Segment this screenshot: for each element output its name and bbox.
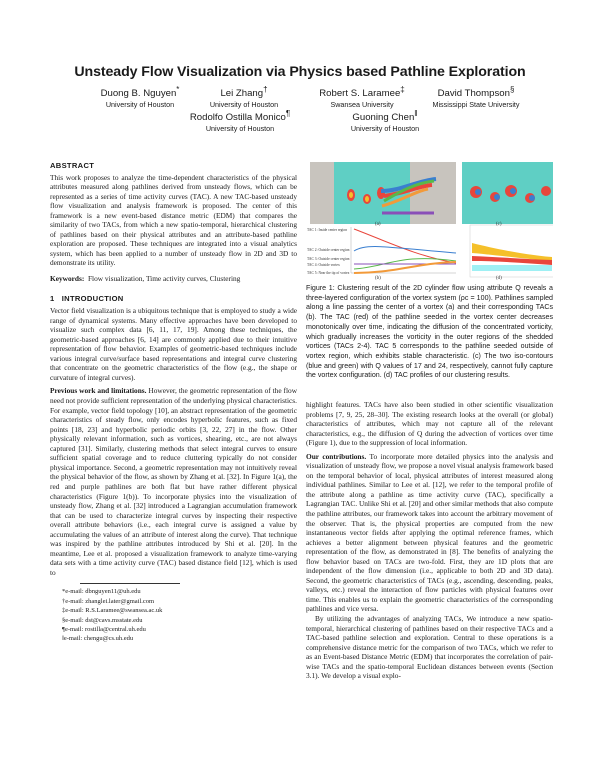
section-title: INTRODUCTION [61,293,124,303]
figure-1b-chart [351,227,456,273]
author-name: Guoning Chen [352,112,415,124]
tac-label: TAC 4: Outside vortex [307,263,340,267]
subfigure-label-a: (a) [375,222,381,227]
intro-paragraph-1: Vector field visualization is a ubiquitous technique that is employed to study a wide range of dynamical systems. Many effective approaches have been developed to visualize such complex data [6, 11, 17, 19]. Among these techniques, the geometric-based approaches [6, 14] are commonly applied due to their intuitive representation of flow behavior. Examples of geometric-based techniques include various integral curve/surface based representations and integral curve clustering that concentrate on the geometric characteristics of the flow (e.g., the shape or curvature of integral curves). [50,306,297,382]
figure-1a-image [310,162,456,224]
author-name: Rodolfo Ostilla Monico [189,112,286,124]
footnote: §e-mail: dst@cavs.msstate.edu [62,616,143,624]
author-mark: † [263,85,268,94]
intro-paragraph-2 [50,386,297,577]
paper-title: Unsteady Flow Visualization via Physics based Pathline Exploration [74,64,526,80]
run-in-heading: Previous work and limitations. [50,386,147,396]
footnote: †e-mail: zhanglei.later@gmail.com [62,597,155,605]
footnotes [62,587,297,643]
run-in-heading: Our contributions. [306,451,367,461]
tac-2-line [354,247,456,253]
footnote: *e-mail: dbnguyen11@uh.edu [62,588,141,596]
footnote: ‖e-mail: chengu@cs.uh.edu [62,635,134,643]
footnote: ¶e-mail: rostilla@central.uh.edu [62,626,146,634]
figure-1d-chart [470,225,553,277]
paragraph-text: However, the geometric representation of the flow need not provide sufficient representation of the underlying physical characteristics. For example, vector field topology [10], an abstract representation of the geometric characteristics of steady flow, only encodes hyperbolic features, such as fixed points [18, 23] and hyperbolic periodic orbits [3, 22, 27] in the flow. Other physically relevant information, such as vortices, shearing, etc., are not always captured [31]. Similarly, clustering methods that select integral curves to ensure sufficient spatial coverage and to reduce cluttering typically do not consider physical importance. Second, a geometric representation may not intuitively reveal the physical behavior of the flow, as shown by Zhang et al. [32]. In Figure 1(a), the red and purple pathlines are both flat but have rather different physical characteristics (Figure 1(b)). To incorporate physics into the visualization of unsteady flow, Zhang et al. [32] introduced a Lagrangian accumulation framework that can be used to characterize integral curves by inspecting their respective overall attribute behaviors (i.e., each integral curve is assigned a value by accumulating the values of an attribute of interest along the curve). That technique was inspired by the pathline attributes introduced by Shi et al. [20]. In the meantime, Lee et al. proposed a visualization framework to analyze time-varying data sets with a time activity curve (TAC) based distance field [12], which is used to [50,386,297,577]
tac-label: TAC 1: Inside center region [307,228,348,232]
section-number: 1 [50,293,55,303]
keywords-text: Flow visualization, Time activity curves, Clustering [87,274,241,284]
author-affiliation: Swansea University [330,100,394,110]
author-mark: ‖ [414,109,418,118]
footnote: ‡e-mail: R.S.Laramee@swansea.ac.uk [62,607,163,615]
tac-label: TAC 3: Outside center region [307,257,350,261]
figure-1c-image [462,162,553,224]
left-column [50,161,297,644]
author-affiliation: University of Houston [105,100,175,110]
intro-heading [50,294,297,304]
right-column [306,400,553,681]
tac-1-line [354,229,456,263]
intro-paragraph-5: By utilizing the advantages of analyzing TACs, We introduce a new spatio-temporal, hierarchical clustering of pathlines based on their respective TACs and a TAC-based pathline selection and exploration. Central to these operations is a comprehensive distance metric for the comparison of two TACs, which we refer to as an Event-based Distance Metric (EDM) that incorporates the correlation of pair-wise TACs and the spatio-temporal Euclidean distances between events (Section 3.1). We develop a visual explo- [306,614,553,681]
paragraph-text: To incorporate more detailed physics into the analysis and visualization of unsteady flow, we propose a novel visual analysis framework based on the temporal behavior of local, physical attributes of interest measured along individual pathlines. Similar to Lee et al. [12], we refer to the temporal profile of the attribute along a pathline as time activity curve (TAC), specifically a Lagrangian TAC. Unlike Shi et al. [20] and other similar methods that also compute the pathline attributes, our framework takes into account the arbitrary movement of the observer. That is, the physical properties are computed from the new instantaneous vector fields after applying the optimal reference frames, which achieves a better alignment between physical features and the geometric representation of the flow, as demonstrated in [8]. The benefits of analyzing the flow behavior based on TACs are two-fold. First, they are 1D plots that are independent of the flow dimension (i.e., applicable to both 2D and 3D data). Second, the geometric characteristics of TACs (e.g., ascending, descending, peaks, valleys, etc.) reveal the interaction of flow particles with physical features over time. This enables us to explain the geometric characteristics of the corresponding pathlines and vice versa. [306,451,553,614]
author-4 [396,84,556,110]
figure-1 [306,161,553,281]
author-mark: ¶ [285,109,291,118]
footnote-rule [80,583,180,584]
author-6 [305,108,465,134]
author-affiliation: Mississippi State University [432,100,520,110]
subfigure-label-c: (c) [496,222,502,227]
subfigure-label-b: (b) [375,276,381,281]
figure-caption: Figure 1: Clustering result of the 2D cylinder flow using attribute Q reveals a three-layered configuration of the vortex system (ρc = 100). Pathlines sampled along a line passing the center of a vortex (a) and their corresponding TACs (b). The TAC (red) of the pathline seeded in the vortex center decreases monotonically over time, indicating the diffusion of the concentrated vorticity, which gradually increases the vorticity in the outer regions of the shedded vortices (TACs 2-4). TAC 5 corresponds to the pathline seeded outside of vortex region, which exhibits stable characteristic. (c) The two iso-contours (blue and green) with Q values of 17 and 24, respectively, cannot fully capture the vortex configuration. (d) TAC profiles of our clustering results. [306,284,553,380]
subfigure-label-d: (d) [496,276,502,281]
keywords-label: Keywords: [50,274,85,284]
author-affiliation: University of Houston [350,124,420,134]
abstract-heading: ABSTRACT [50,161,95,170]
keywords [50,274,297,284]
author-mark: * [176,85,180,94]
tac-label: TAC 2: Outside center region [307,248,350,252]
author-mark: § [509,85,515,94]
intro-paragraph-4 [306,452,553,614]
abstract-text: This work proposes to analyze the time-dependent characteristics of the physical attributes measured along pathlines derived from unsteady flows, which can be represented as a series of time activity curves (TAC). A new TAC-based unsteady flow visualization and analysis framework is proposed. The center of this framework is a new event-based distance metric (EDM) that compares the similarity of two TACs, from which a new spatio-temporal, hierarchical clustering of pathlines based on their physical attributes and an attribute-based pathline exploration are proposed. These techniques are integrated into a visual analytics system, which has been applied to a number of unsteady flow in 2D and 3D to demonstrate its utility. [50,172,297,268]
author-mark: ‡ [400,85,405,94]
tac-label: TAC 5: Near the tip of vortex [307,271,350,275]
intro-paragraph-3: highlight features. TACs have also been studied in other scientific visualization problems [7, 9, 25, 28–30]. The existing research looks at the overall (or global) characteristics of attributes, which may not capture all of the relevant characteristics, e.g., the diffusion of Q during the advection of vortices over time (Figure 1), due to the suppression of local information. [306,400,553,448]
author-name: David Thompson [437,88,510,100]
author-name: Lei Zhang [220,88,264,100]
author-affiliation: University of Houston [205,124,275,134]
author-name: Robert S. Laramee [319,88,401,100]
author-affiliation: University of Houston [209,100,279,110]
author-5 [160,108,320,134]
author-name: Duong B. Nguyen [100,88,177,100]
